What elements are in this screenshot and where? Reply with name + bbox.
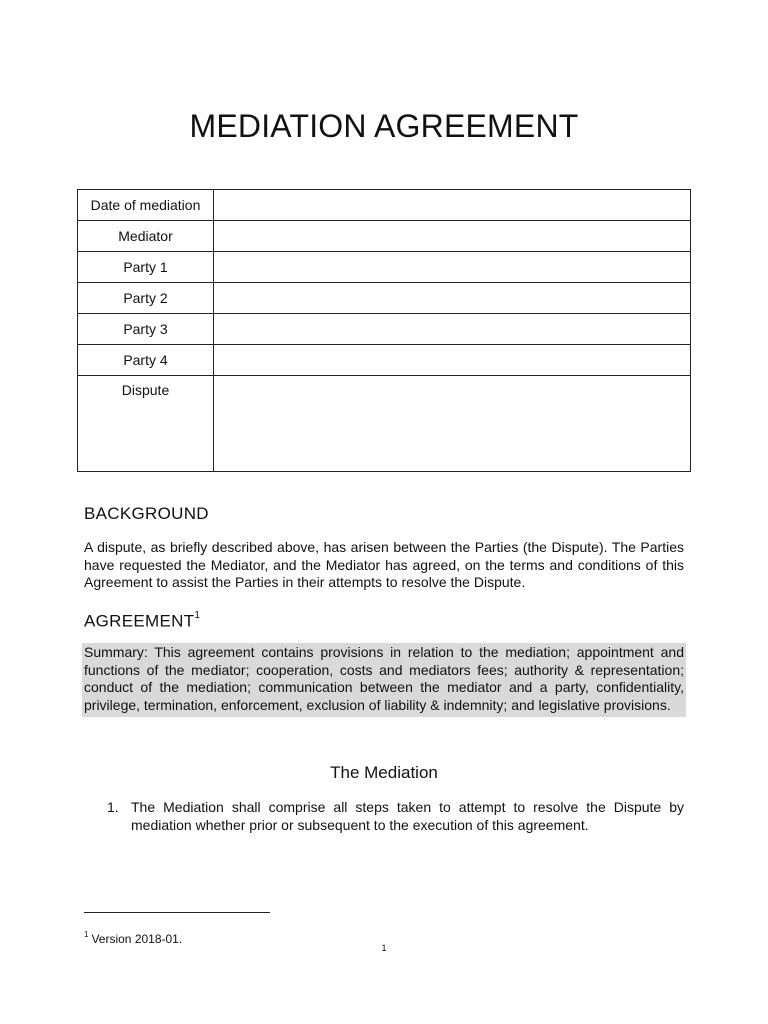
table-row <box>78 376 691 472</box>
row-label-date: Date of mediation <box>78 190 214 221</box>
footnote-reference: 1 <box>194 610 201 621</box>
table-row <box>78 190 691 221</box>
row-value-party-3 <box>214 314 691 345</box>
row-label-party-2: Party 2 <box>78 283 214 314</box>
footnote-divider <box>84 912 270 913</box>
agreement-heading-text: AGREEMENT <box>84 611 195 631</box>
details-table <box>77 189 691 472</box>
row-value-party-1 <box>214 252 691 283</box>
table-row <box>78 314 691 345</box>
row-value-dispute <box>214 376 691 472</box>
row-value-date <box>214 190 691 221</box>
table-row <box>78 345 691 376</box>
row-label-party-4: Party 4 <box>78 345 214 376</box>
table-row <box>78 283 691 314</box>
table-row <box>78 221 691 252</box>
row-value-party-2 <box>214 283 691 314</box>
footnote-text: Version 2018-01. <box>91 932 183 946</box>
row-label-party-3: Party 3 <box>78 314 214 345</box>
row-label-mediator: Mediator <box>78 221 214 252</box>
agreement-heading <box>84 607 200 633</box>
row-label-party-1: Party 1 <box>78 252 214 283</box>
summary-paragraph: Summary: This agreement contains provisions in relation to the mediation; appointment and functions of the mediator; cooperation, costs and mediators fees; authority & representation; conduct of the mediation; communication between the mediator and a party, confidentiality, privilege, termination, enforcement, exclusion of liability & indemnity; and legislative provisions. <box>84 644 684 713</box>
footnote-marker: 1 <box>84 930 89 939</box>
row-label-dispute: Dispute <box>78 376 214 472</box>
page-title: MEDIATION AGREEMENT <box>189 108 579 144</box>
page-number: 1 <box>381 943 387 953</box>
row-value-party-4 <box>214 345 691 376</box>
list-item: The Mediation shall comprise all steps taken to attempt to resolve the Dispute by mediation whether prior or subsequent to the execution of this agreement. <box>131 799 684 833</box>
background-heading: BACKGROUND <box>84 504 209 523</box>
background-paragraph: A dispute, as briefly described above, has arisen between the Parties (the Dispute). The Parties have requested the Mediator, and the Mediator has agreed, on the terms and conditions of this Agreement to assist the Parties in their attempts to resolve the Dispute. <box>84 539 684 590</box>
list-item-number: 1. <box>107 799 119 815</box>
mediation-heading: The Mediation <box>330 763 438 782</box>
row-value-mediator <box>214 221 691 252</box>
table-row <box>78 252 691 283</box>
